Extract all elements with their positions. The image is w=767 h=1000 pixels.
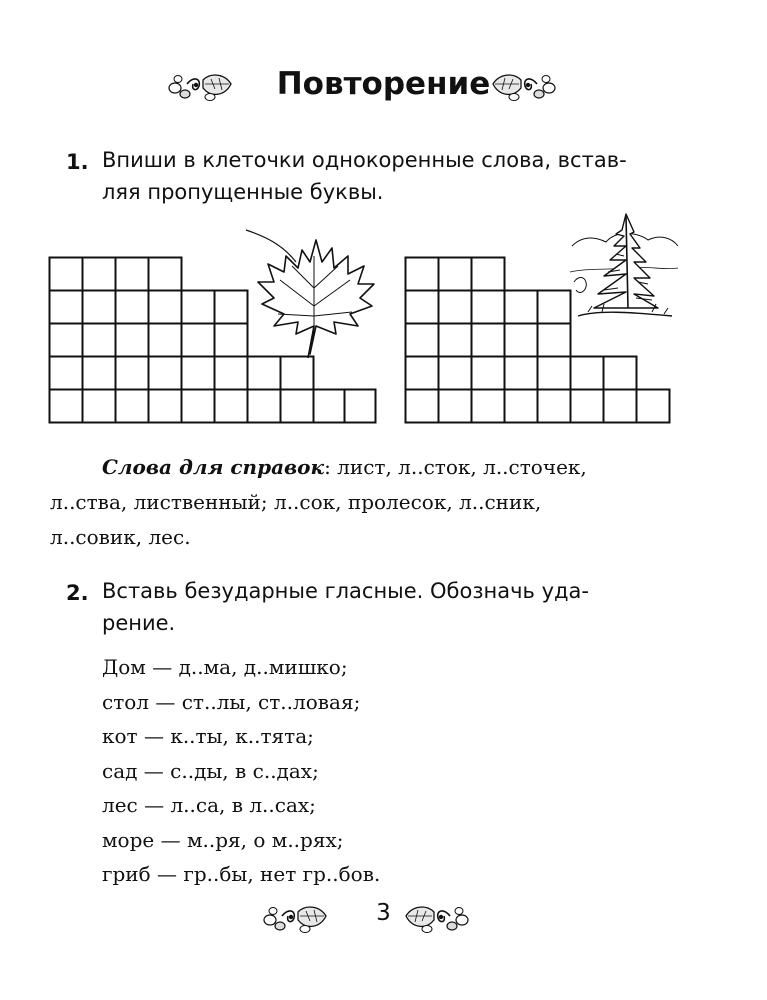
list-item: гриб — гр..бы, нет гр..бов. <box>102 862 381 886</box>
reference-label: Слова для справок <box>102 455 325 479</box>
reference-line: л..ства, лиственный; л..сок, пролесок, л..сник, <box>50 490 542 514</box>
spruce-tree-icon <box>568 212 680 322</box>
reference-words <box>50 450 680 555</box>
word-list <box>102 650 380 892</box>
task-2-instruction <box>102 575 589 639</box>
task-2-text-line: рение. <box>102 611 176 635</box>
task-2-text-line: Вставь безударные гласные. Обозначь уда- <box>102 579 589 603</box>
task-1-number: 1. <box>66 150 89 174</box>
reference-line: л..совик, лес. <box>50 525 191 549</box>
list-item: Дом — д..ма, д..мишко; <box>102 655 348 679</box>
page-number: 3 <box>376 900 391 926</box>
task-1-text-line: Впиши в клеточки однокоренные слова, встав- <box>102 148 627 172</box>
list-item: кот — к..ты, к..тята; <box>102 724 314 748</box>
page-title: Повторение <box>276 66 491 102</box>
task-1-instruction <box>102 144 627 208</box>
task-1-text-line: ляя пропущенные буквы. <box>102 180 384 204</box>
list-item: сад — с..ды, в с..дах; <box>102 758 319 783</box>
ornament-footer-right-icon <box>398 902 472 936</box>
list-item: лес — л..са, в л..сах; <box>102 793 316 817</box>
list-item: стол — ст..лы, ст..ловая; <box>102 689 361 714</box>
task-2-number: 2. <box>66 581 89 605</box>
reference-line: : лист, л..сток, л..сточек, <box>324 455 587 479</box>
ornament-right-icon <box>485 70 559 104</box>
list-item: море — м..ря, о м..рях; <box>102 827 344 852</box>
maple-leaf-icon <box>244 226 384 366</box>
